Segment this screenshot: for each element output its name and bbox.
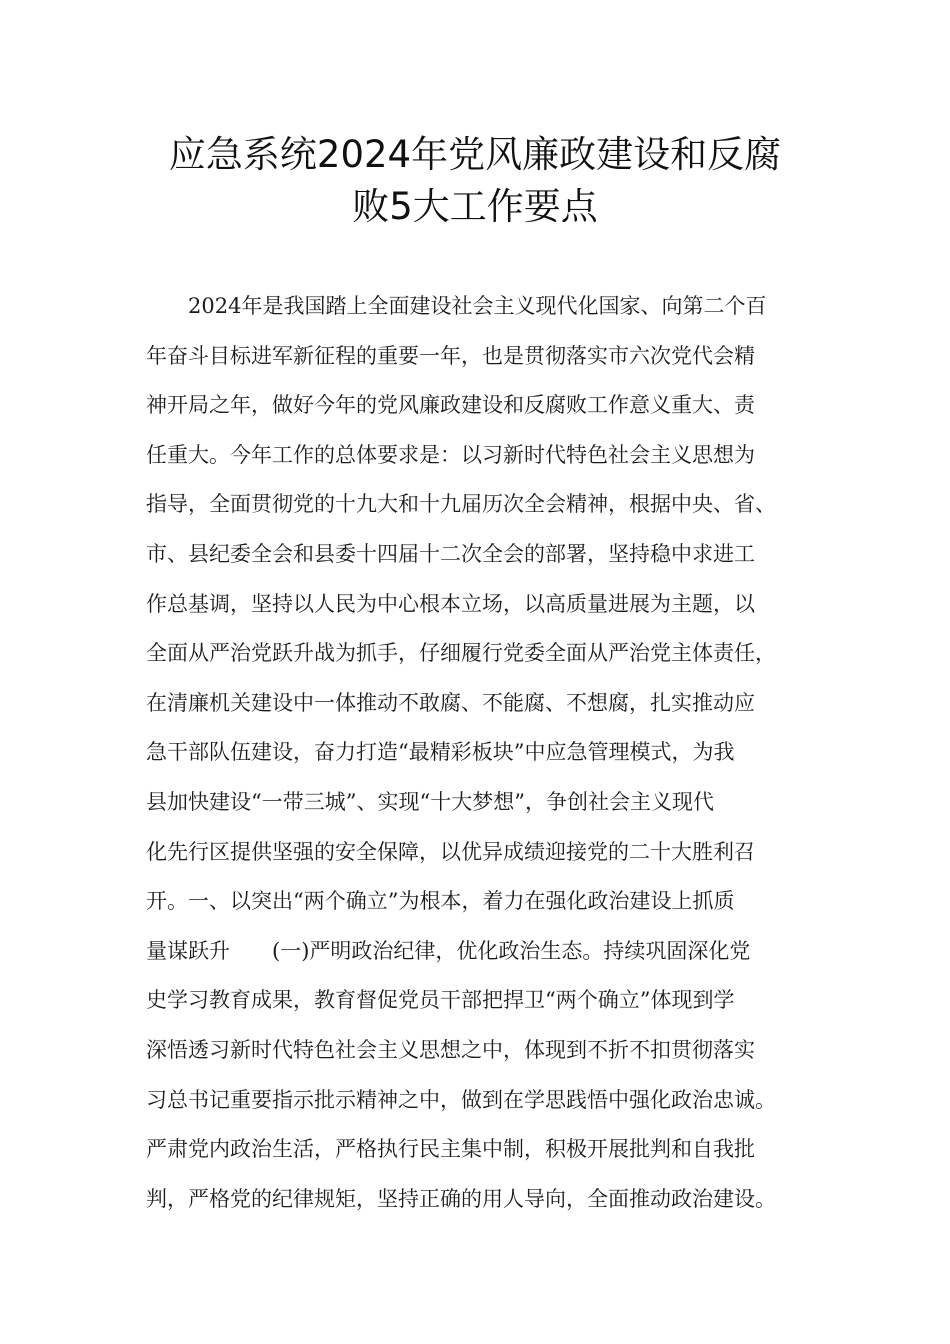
document-body — [146, 282, 836, 1224]
body-line: 在清廉机关建设中一体推动不敢腐、不能腐、不想腐，扎实推动应 — [146, 690, 755, 715]
body-line: 县加快建设“一带三城”、实现“十大梦想”，争创社会主义现代 — [146, 789, 714, 814]
body-line: 作总基调，坚持以人民为中心根本立场，以高质量进展为主题，以 — [146, 591, 755, 616]
body-line: 史学习教育成果，教育督促党员干部把捍卫“两个确立”体现到学 — [146, 988, 735, 1013]
body-line: 深悟透习新时代特色社会主义思想之中，体现到不折不扣贯彻落实 — [146, 1037, 755, 1062]
document-title-line-2: 败5大工作要点 — [352, 185, 598, 228]
body-line: 2024年是我国踏上全面建设社会主义现代化国家、向第二个百 — [146, 294, 767, 318]
body-line: 指导，全面贯彻党的十九大和十九届历次全会精神，根据中央、省、 — [146, 492, 776, 517]
body-line: 市、县纪委全会和县委十四届十二次全会的部署，坚持稳中求进工 — [146, 541, 755, 566]
body-line: 判，严格党的纪律规矩，坚持正确的用人导向，全面推动政治建设。 — [146, 1186, 776, 1211]
body-line: 年奋斗目标进军新征程的重要一年，也是贯彻落实市六次党代会精 — [146, 343, 755, 368]
body-line: 化先行区提供坚强的安全保障，以优异成绩迎接党的二十大胜利召 — [146, 839, 755, 864]
body-line: 全面从严治党跃升战为抓手，仔细履行党委全面从严治党主体责任， — [146, 641, 776, 666]
body-line: 急干部队伍建设，奋力打造“最精彩板块”中应急管理模式，为我 — [146, 740, 735, 765]
document-title-line-1: 应急系统2024年党风廉政建设和反腐 — [168, 133, 782, 176]
body-line: 开。一、以突出“两个确立”为根本，着力在强化政治建设上抓质 — [146, 889, 735, 914]
body-line: 习总书记重要指示批示精神之中，做到在学思践悟中强化政治忠诚。 — [146, 1087, 776, 1112]
body-line: 严肃党内政治生活，严格执行民主集中制，积极开展批判和自我批 — [146, 1137, 755, 1162]
body-line: 任重大。今年工作的总体要求是：以习新时代特色社会主义思想为 — [146, 442, 755, 467]
body-line: 神开局之年，做好今年的党风廉政建设和反腐败工作意义重大、责 — [146, 393, 755, 418]
body-line: 量谋跃升 (一)严明政治纪律，优化政治生态。持续巩固深化党 — [146, 938, 751, 963]
